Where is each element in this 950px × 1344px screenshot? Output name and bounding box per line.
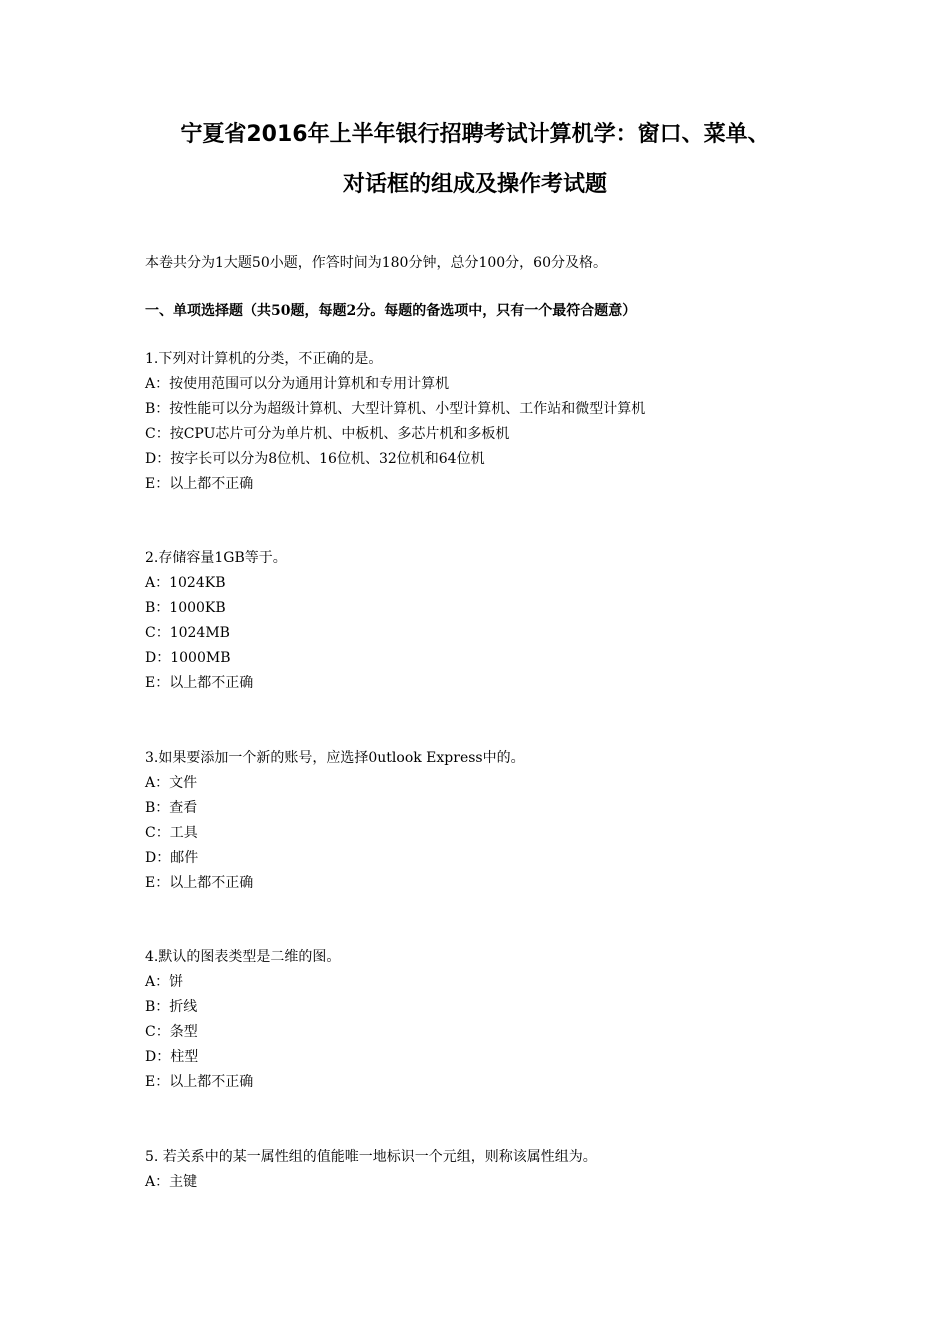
option-e: E：以上都不正确 bbox=[145, 675, 254, 691]
question-5 bbox=[145, 1145, 597, 1195]
option-b: B：按性能可以分为超级计算机、大型计算机、小型计算机、工作站和微型计算机 bbox=[145, 401, 646, 417]
option-e: E：以上都不正确 bbox=[145, 875, 254, 891]
option-a: A：文件 bbox=[145, 775, 198, 791]
option-a: A：1024KB bbox=[145, 575, 226, 591]
option-c: C：按CPU芯片可分为单片机、中板机、多芯片机和多板机 bbox=[145, 426, 510, 442]
section-heading: 一、单项选择题（共50题，每题2分。每题的备选项中，只有一个最符合题意） bbox=[145, 303, 637, 319]
option-c: C：工具 bbox=[145, 825, 198, 841]
option-b: B：折线 bbox=[145, 999, 198, 1015]
question-stem: 1.下列对计算机的分类，不正确的是。 bbox=[145, 351, 383, 367]
option-a: A：主键 bbox=[145, 1174, 198, 1190]
question-stem: 4.默认的图表类型是二维的图。 bbox=[145, 949, 341, 965]
document-title-line-2: 对话框的组成及操作考试题 bbox=[342, 172, 607, 197]
question-3 bbox=[145, 746, 525, 896]
document-title-line-1: 宁夏省2016年上半年银行招聘考试计算机学：窗口、菜单、 bbox=[180, 122, 770, 147]
question-1 bbox=[145, 347, 645, 497]
option-b: B：查看 bbox=[145, 800, 198, 816]
option-d: D：1000MB bbox=[145, 650, 231, 666]
option-d: D：按字长可以分为8位机、16位机、32位机和64位机 bbox=[145, 451, 485, 467]
option-d: D：柱型 bbox=[145, 1049, 199, 1065]
question-2 bbox=[145, 546, 287, 696]
option-e: E：以上都不正确 bbox=[145, 1074, 254, 1090]
option-c: C：条型 bbox=[145, 1024, 198, 1040]
option-b: B：1000KB bbox=[145, 600, 226, 616]
exam-intro: 本卷共分为1大题50小题，作答时间为180分钟，总分100分，60分及格。 bbox=[145, 255, 607, 271]
option-d: D：邮件 bbox=[145, 850, 199, 866]
option-a: A：饼 bbox=[145, 974, 184, 990]
question-4 bbox=[145, 945, 340, 1095]
option-c: C：1024MB bbox=[145, 625, 230, 641]
option-e: E：以上都不正确 bbox=[145, 476, 254, 492]
question-stem: 2.存储容量1GB等于。 bbox=[145, 550, 287, 566]
question-stem: 3.如果要添加一个新的账号，应选择0utlook Express中的。 bbox=[145, 750, 525, 766]
option-a: A：按使用范围可以分为通用计算机和专用计算机 bbox=[145, 376, 450, 392]
question-stem: 5. 若关系中的某一属性组的值能唯一地标识一个元组，则称该属性组为。 bbox=[145, 1149, 597, 1165]
